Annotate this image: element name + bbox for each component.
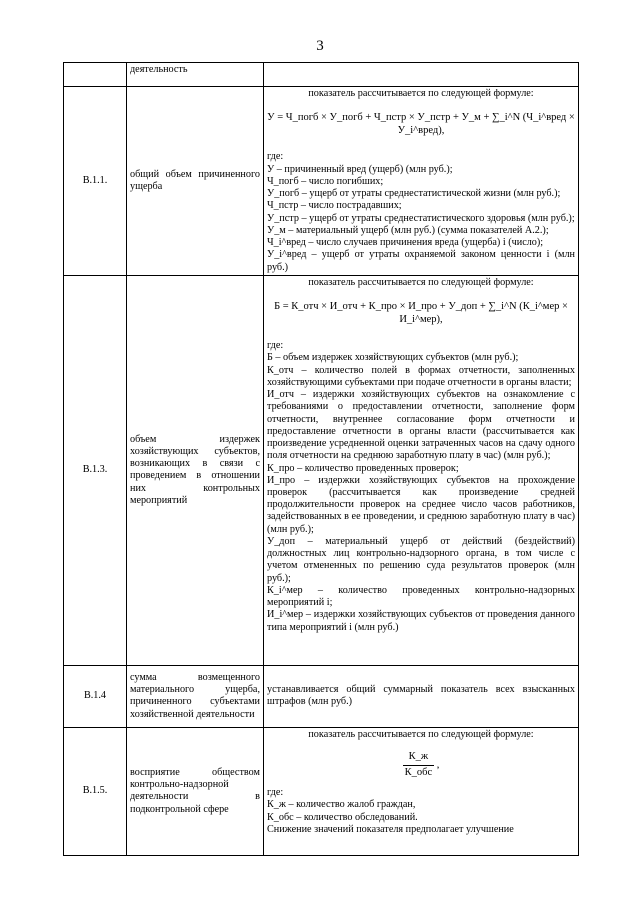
code-cell: В.1.1. — [64, 87, 127, 276]
formula-intro: показатель рассчитывается по следующей формуле: — [308, 728, 534, 740]
fraction — [403, 751, 435, 779]
definition-line: У_i^вред – ущерб от утраты охраняемой законом ценности i (млн руб.) — [267, 249, 575, 273]
desc-cell: устанавливается общий суммарный показатель всех взысканных штрафов (млн руб.) — [264, 665, 579, 727]
definition-line: К_отч – количество полей в формах отчетности, заполненных хозяйствующими субъектами при подаче отчетности в органы власти; — [267, 364, 575, 388]
table-row — [64, 275, 579, 665]
name-cell: восприятие обществом контрольно-надзорной деятельности в подконтрольной сфере — [127, 727, 264, 855]
formula-intro: показатель рассчитывается по следующей формуле: — [308, 276, 534, 288]
definition-line: И_i^мер – издержки хозяйствующих субъектов от проведения данного типа мероприятий i (млн руб.) — [267, 609, 575, 633]
name-cell: деятельность — [127, 63, 264, 87]
name-cell: общий объем причиненного ущерба — [127, 87, 264, 276]
definition-line: Ч_пстр – число пострадавших; — [267, 200, 402, 212]
desc-cell — [264, 63, 579, 87]
formula-intro: показатель рассчитывается по следующей формуле: — [308, 88, 534, 99]
fraction-denominator: К_обс — [404, 766, 433, 778]
definition-line: К_i^мер – количество проведенных контрольно-надзорных мероприятий i; — [267, 584, 575, 609]
desc-cell — [264, 87, 579, 276]
formula-text: У = Ч_погб × У_погб + Ч_пстр × У_пстр + У_м + ∑_i^N (Ч_i^вред × У_i^вред), — [267, 112, 575, 136]
definition-line: Ч_погб – число погибших; — [267, 175, 384, 187]
name-cell: сумма возмещенного материального ущерба, причиненного субъектами хозяйственной деятельности — [127, 665, 264, 727]
indicator-table — [63, 62, 579, 856]
page-number: 3 — [316, 38, 324, 54]
definition-line: У_пстр – ущерб от утраты среднестатистического здоровья (млн руб.); — [267, 212, 575, 224]
formula — [267, 301, 575, 326]
formula: $\frac{К\_ж}{\text{К\_обс}}$ , — [404, 751, 440, 778]
definition-line: К_обс – количество обследований. — [267, 811, 418, 823]
fraction-numerator: К_ж — [403, 751, 435, 766]
code-cell: В.1.3. — [64, 275, 127, 665]
definition-line: К_ж – количество жалоб граждан, — [267, 799, 416, 811]
definition-line: Снижение значений показателя предполагает улучшение — [267, 823, 514, 835]
definition-line: У_погб – ущерб от утраты среднестатистической жизни (млн руб.); — [267, 188, 561, 200]
definition-line: И_отч – издержки хозяйствующих субъектов на ознакомление с требованиями о предоставлении отчетности, заполнение форм отчетности, внутреннее согласование форм отчетности и предоставление отчетности в органы власти (рассчитывается как произведение усредненной оценки затраченных часов на сдачу одного поля отчетности на среднюю заработную плату в час) (млн руб.); — [267, 389, 575, 462]
table-row — [64, 727, 579, 855]
table-row — [64, 87, 579, 276]
definition-line: Б – объем издержек хозяйствующих субъектов (млн руб.); — [267, 352, 519, 364]
definition-line: У – причиненный вред (ущерб) (млн руб.); — [267, 163, 453, 175]
code-cell — [64, 63, 127, 87]
definition-line: К_про – количество проведенных проверок; — [267, 462, 459, 474]
definition-line: И_про – издержки хозяйствующих субъектов на прохождение проверок (рассчитывается как произведение средней продолжительности проверок на среднее число часов работников, задействованных в ее проведении, и среднюю заработную плату в час) (млн руб.); — [267, 474, 575, 535]
table-row — [64, 63, 579, 87]
code-cell: В.1.5. — [64, 727, 127, 855]
where-label: где: — [267, 787, 284, 799]
code-cell: В.1.4 — [64, 665, 127, 727]
where-label: где: — [267, 340, 284, 352]
desc-cell — [264, 275, 579, 665]
definition-line: У_м – материальный ущерб (млн руб.) (сумма показателей А.2.); — [267, 224, 549, 236]
formula — [267, 112, 575, 137]
formula-text: Б = К_отч × И_отч + К_про × И_про + У_доп + ∑_i^N (К_i^мер × И_i^мер), — [274, 301, 568, 325]
desc-cell — [264, 727, 579, 855]
name-cell: объем издержек хозяйствующих субъектов, возникающих в связи с проведением в отношении них контрольных мероприятий — [127, 275, 264, 665]
where-label: где: — [267, 151, 284, 163]
definition-line: Ч_i^вред – число случаев причинения вреда (ущерба) i (число); — [267, 237, 544, 249]
table-row — [64, 665, 579, 727]
definition-line: У_доп – материальный ущерб от действий (бездействий) должностных лиц контрольно-надзорного органа, в том числе с учетом отмененных по решению суда результатов проверок (млн руб.); — [267, 535, 575, 584]
